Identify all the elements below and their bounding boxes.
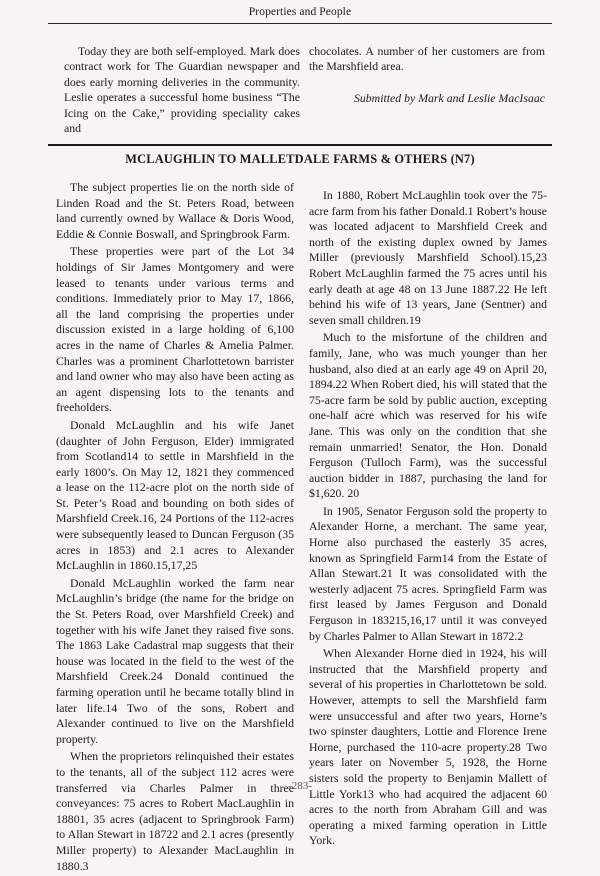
paragraph: In 1880, Robert McLaughlin took over the 75-acre farm from his father Donald.1 Robert’s house was located adjacent to Marshfield Creek and north of the existing duplex owned by James Miller (previously Marshfield School).15,23 Robert McLaughlin farmed the 75 acres until his early death at age 48 on 13 June 1887.22 He left behind his wife of 13 years, Jane (Sentner) and seven small children.19 [309, 188, 547, 327]
running-header: Properties and People [248, 6, 352, 18]
intro-left-column: Today they are both self-employed. Mark does contract work for The Guardian newspaper and does early morning deliveries in the community. Leslie operates a successful home business “The Icing on the Cake,” providing speciality cakes and [64, 44, 300, 136]
header-rule [48, 23, 552, 24]
section-divider [48, 144, 552, 146]
intro-right-column [309, 44, 545, 106]
section-title: MCLAUGHLIN TO MALLETDALE FARMS & OTHERS (N7) [125, 152, 475, 166]
paragraph: Much to the misfortune of the children and family, Jane, who was much younger than her husband, also died at an early age 49 on April 20, 1894.22 When Robert died, his will stated that the 75-acre farm be sold by public auction, excepting one-half acre which was reserved for his wife Jane. This was only on the condition that she remain unmarried! Senator, the Hon. Donald Ferguson (Tulloch Farm), was the successful auction bidder in 1887, purchasing the land for $1,620. 20 [309, 330, 547, 501]
paragraph: The subject properties lie on the north side of Linden Road and the St. Peters Road, between land currently owned by Wallace & Doris Wood, Eddie & Connie Boswall, and Springbrook Farm. [56, 180, 294, 241]
paragraph: Donald McLaughlin worked the farm near McLaughlin’s bridge (the name for the bridge on the St. Peters Road, over Marshfield Creek) and together with his wife Janet they raised five sons. The 1863 Lake Cadastral map suggests that their house was located in the field to the west of the Marshfield Creek.24 Donald continued the farming operation until he became totally blind in later life.14 Two of the sons, Robert and Alexander continued to live on the Marshfield property. [56, 575, 294, 746]
intro-right-text: chocolates. A number of her customers are from the Marshfield area. [309, 44, 545, 74]
paragraph: Donald McLaughlin and his wife Janet (daughter of John Ferguson, Elder) immigrated from Scotland14 to settle in Marshfield in the early 1800’s. On May 12, 1821 they commenced a lease on the 112-acre plot on the north side of St. Peter’s Road and bounding on both sides of Marshfield Creek.16, 24 Portions of the 112-acres were subsequently leased to Duncan Ferguson (35 acres in 1853) and 2.1 acres to Alexander McLaughlin in 1860.15,17,25 [56, 417, 294, 573]
paragraph: When Alexander Horne died in 1924, his will instructed that the Marshfield property and several of his properties in Charlottetown be sold. However, attempts to sell the Marshfield farm were unsuccessful and after two years, Horne’s two spinster daughters, Lottie and Florence Irene Horne, purchased the 110-acre property.28 Two years later on November 5, 1928, the Horne sisters sold the property to Benjamin Mallett of Little York13 who had acquired the adjacent 60 acres to the north from Abraham Gill and was operating a mixed farming operation in Little York. [309, 646, 547, 848]
submitted-by: Submitted by Mark and Leslie MacIsaac [353, 90, 545, 105]
left-column [56, 180, 294, 876]
paragraph: When the proprietors relinquished their estates to the tenants, all of the subject 112 acres were transferred via Charles Palmer in three conveyances: 75 acres to Robert MacLaughlin in 18801, 35 acres (adjacent to Springbrook Farm) to Allan Stewart in 18722 and 2.1 acres (presently Miller property) to Alexander MacLaughlin in 1880.3 [56, 749, 294, 873]
right-column [309, 188, 547, 851]
page-number: -283- [288, 780, 312, 792]
paragraph: In 1905, Senator Ferguson sold the property to Alexander Horne, a merchant. The same year, Horne also purchased the easterly 35 acres, known as Springfield Farm14 from the Estate of Allan Stewart.21 It was consolidated with the westerly adjacent 75 acres. Springfield Farm was first leased by James Ferguson and Donald Ferguson in 183215,16,17 until it was conveyed by Charles Palmer to Allan Stewart in 1872.2 [309, 503, 547, 643]
paragraph: These properties were part of the Lot 34 holdings of Sir James Montgomery and were leased to tenants under various terms and conditions. Immediately prior to May 17, 1866, all the land comprising the properties under discussion existed in a large holding of 6,100 acres in the name of Charles & Amelia Palmer. Charles was a prominent Charlottetown barrister and land owner who may also have been acting as an agent dispensing lots to the tenants and freeholders. [56, 244, 294, 415]
